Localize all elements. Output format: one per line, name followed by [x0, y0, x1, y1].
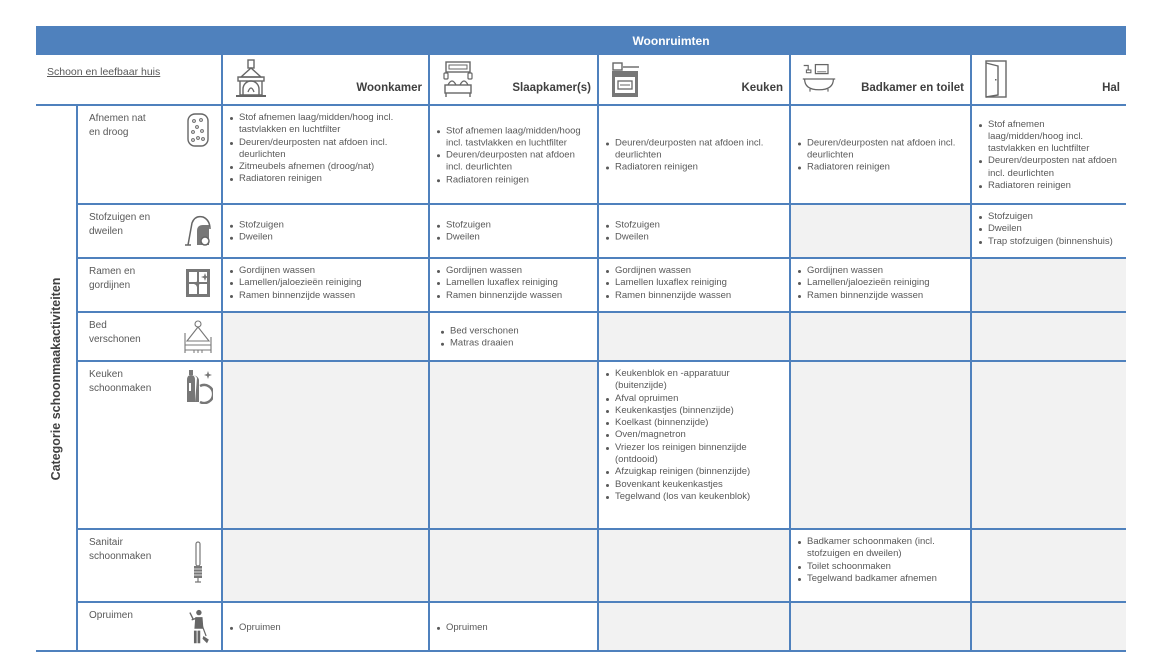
task-item: Dweilen [978, 223, 1120, 235]
bed-making-icon [183, 319, 213, 355]
task-item: Deuren/deurposten nat afdoen incl. deurlichten [229, 137, 422, 162]
task-cell-keuken-empty [597, 530, 789, 603]
task-item: Deuren/deurposten nat afdoen incl. deurlichten [436, 149, 591, 174]
task-cell-keuken [597, 205, 789, 259]
task-list [972, 113, 1126, 197]
col-header-label: Hal [1102, 82, 1120, 94]
task-item: Dweilen [436, 232, 591, 244]
task-cell-woonkamer-empty [221, 313, 428, 362]
category-label: Keuken schoonmaken [89, 369, 152, 394]
task-list [599, 214, 789, 249]
task-cell-woonkamer-empty [221, 530, 428, 603]
task-item: Stofzuigen [605, 220, 783, 232]
task-list [791, 131, 970, 178]
task-cell-hal-empty [970, 313, 1126, 362]
task-item: Stofzuigen [436, 220, 591, 232]
task-item: Keukenblok en -apparatuur (buitenzijde) [605, 368, 783, 393]
task-list [430, 615, 597, 637]
task-item: Radiatoren reinigen [605, 162, 783, 174]
task-item: Gordijnen wassen [436, 265, 591, 277]
task-cell-woonkamer [221, 259, 428, 313]
category-label: Afnemen nat en droog [89, 113, 146, 138]
category-label: Opruimen [89, 610, 133, 621]
task-item: Matras draaien [440, 338, 591, 350]
task-item: Radiatoren reinigen [797, 162, 964, 174]
task-item: Zitmeubels afnemen (droog/nat) [229, 161, 422, 173]
task-item: Stof afnemen laag/midden/hoog incl. tastvlakken en luchtfilter [229, 112, 422, 137]
table-row [76, 530, 1126, 603]
col-header-label: Woonkamer [356, 82, 422, 94]
task-cell-slaapkamer [428, 603, 597, 652]
sponge-icon [183, 112, 213, 148]
task-cell-hal [970, 205, 1126, 259]
category-cell [76, 313, 221, 362]
task-item: Stof afnemen laag/midden/hoog incl. tastvlakken en luchtfilter [978, 119, 1120, 156]
toilet-brush-icon [183, 540, 213, 584]
category-cell [76, 603, 221, 652]
task-cell-badkamer-empty [789, 313, 970, 362]
task-list [223, 615, 428, 637]
task-cell-badkamer [789, 259, 970, 313]
task-list [430, 214, 597, 249]
task-item: Stofzuigen [229, 220, 422, 232]
task-cell-hal-empty [970, 603, 1126, 652]
task-list [223, 259, 428, 306]
category-label: Bed verschonen [89, 320, 141, 345]
vacuum-cleaner-icon [183, 211, 213, 247]
task-cell-hal-empty [970, 530, 1126, 603]
category-cell [76, 530, 221, 603]
task-item: Ramen binnenzijde wassen [605, 290, 783, 302]
task-list [599, 259, 789, 306]
col-header-keuken [597, 55, 789, 106]
task-item: Bovenkant keukenkastjes [605, 479, 783, 491]
task-item: Lamellen luxaflex reiniging [436, 277, 591, 289]
task-item: Dweilen [229, 232, 422, 244]
task-cell-slaapkamer [428, 205, 597, 259]
task-item: Bed verschonen [440, 325, 591, 337]
task-item: Lamellen/jaloezieën reiniging [229, 277, 422, 289]
task-cell-badkamer [789, 106, 970, 205]
corner-link[interactable]: Schoon en leefbaar huis [47, 66, 161, 78]
task-list [791, 259, 970, 306]
table-row [76, 205, 1126, 259]
task-item: Tegelwand (los van keukenblok) [605, 491, 783, 503]
task-list [599, 131, 789, 178]
task-cell-badkamer-empty [789, 205, 970, 259]
task-item: Koelkast (binnenzijde) [605, 417, 783, 429]
task-item: Badkamer schoonmaken (incl. stofzuigen en dweilen) [797, 536, 964, 561]
task-item: Toilet schoonmaken [797, 561, 964, 573]
category-cell [76, 106, 221, 205]
task-list [223, 214, 428, 249]
stove-icon [609, 59, 645, 99]
task-cell-slaapkamer-empty [428, 530, 597, 603]
col-header-label: Slaapkamer(s) [512, 82, 591, 94]
corner-cell [36, 55, 221, 106]
col-header-hal [970, 55, 1126, 106]
task-item: Trap stofzuigen (binnenshuis) [978, 236, 1120, 248]
table-row [76, 106, 1126, 205]
table-title: Woonruimten [36, 26, 1126, 55]
table-row [76, 259, 1126, 313]
header-row [36, 55, 1126, 106]
table-row [76, 603, 1126, 652]
task-cell-hal-empty [970, 362, 1126, 530]
task-cell-badkamer-empty [789, 362, 970, 530]
task-cell-woonkamer [221, 205, 428, 259]
task-cell-slaapkamer [428, 313, 597, 362]
category-cell [76, 259, 221, 313]
category-label: Stofzuigen en dweilen [89, 212, 151, 237]
window-icon [183, 265, 213, 301]
table-row [76, 313, 1126, 362]
dish-detergent-icon [183, 368, 213, 404]
task-item: Radiatoren reinigen [229, 173, 422, 185]
col-header-badkamer [789, 55, 970, 106]
col-header-woonkamer [221, 55, 428, 106]
task-cell-slaapkamer-empty [428, 362, 597, 530]
bed-icon [440, 59, 476, 99]
col-header-slaapkamer [428, 55, 597, 106]
task-cell-hal-empty [970, 259, 1126, 313]
task-item: Lamellen/jaloezieën reiniging [797, 277, 964, 289]
task-item: Radiatoren reinigen [436, 174, 591, 186]
side-label: Categorie schoonmaakactiviteiten [49, 277, 63, 481]
task-list [791, 530, 970, 589]
col-header-label: Keuken [741, 82, 783, 94]
task-cell-slaapkamer [428, 259, 597, 313]
task-cell-woonkamer [221, 603, 428, 652]
task-item: Opruimen [436, 621, 591, 633]
task-item: Gordijnen wassen [797, 265, 964, 277]
task-list [430, 319, 597, 354]
task-item: Oven/magnetron [605, 429, 783, 441]
category-cell [76, 205, 221, 259]
task-item: Stofzuigen [978, 211, 1120, 223]
task-item: Ramen binnenzijde wassen [229, 290, 422, 302]
task-list [972, 205, 1126, 252]
task-item: Tegelwand badkamer afnemen [797, 573, 964, 585]
bathtub-icon [801, 59, 837, 99]
task-cell-keuken-empty [597, 313, 789, 362]
category-cell [76, 362, 221, 530]
task-cell-slaapkamer [428, 106, 597, 205]
task-cell-hal [970, 106, 1126, 205]
task-item: Vriezer los reinigen binnenzijde (ontdooid) [605, 442, 783, 467]
task-list [430, 259, 597, 306]
task-list [599, 362, 789, 507]
task-cell-keuken [597, 106, 789, 205]
task-item: Deuren/deurposten nat afdoen incl. deurlichten [797, 137, 964, 162]
task-cell-woonkamer-empty [221, 362, 428, 530]
task-item: Dweilen [605, 232, 783, 244]
side-label-cell [36, 106, 76, 652]
task-item: Deuren/deurposten nat afdoen incl. deurlichten [605, 137, 783, 162]
category-label: Ramen en gordijnen [89, 266, 136, 291]
task-item: Ramen binnenzijde wassen [797, 290, 964, 302]
door-icon [982, 59, 1018, 99]
category-label: Sanitair schoonmaken [89, 537, 152, 562]
task-item: Keukenkastjes (binnenzijde) [605, 405, 783, 417]
task-item: Deuren/deurposten nat afdoen incl. deurlichten [978, 156, 1120, 181]
person-sweeping-icon [183, 609, 213, 645]
task-item: Lamellen luxaflex reiniging [605, 277, 783, 289]
task-item: Gordijnen wassen [605, 265, 783, 277]
fireplace-icon [233, 59, 269, 99]
task-item: Afval opruimen [605, 393, 783, 405]
task-item: Ramen binnenzijde wassen [436, 290, 591, 302]
task-item: Opruimen [229, 621, 422, 633]
task-cell-badkamer [789, 530, 970, 603]
task-cell-keuken [597, 362, 789, 530]
task-item: Afzuigkap reinigen (binnenzijde) [605, 466, 783, 478]
col-header-label: Badkamer en toilet [861, 82, 964, 94]
task-cell-keuken-empty [597, 603, 789, 652]
task-list [430, 119, 597, 190]
task-list [223, 106, 428, 190]
task-cell-keuken [597, 259, 789, 313]
task-item: Gordijnen wassen [229, 265, 422, 277]
task-cell-woonkamer [221, 106, 428, 205]
task-item: Stof afnemen laag/midden/hoog incl. tastvlakken en luchtfilter [436, 125, 591, 150]
task-item: Radiatoren reinigen [978, 180, 1120, 192]
task-cell-badkamer-empty [789, 603, 970, 652]
table-row [76, 362, 1126, 530]
